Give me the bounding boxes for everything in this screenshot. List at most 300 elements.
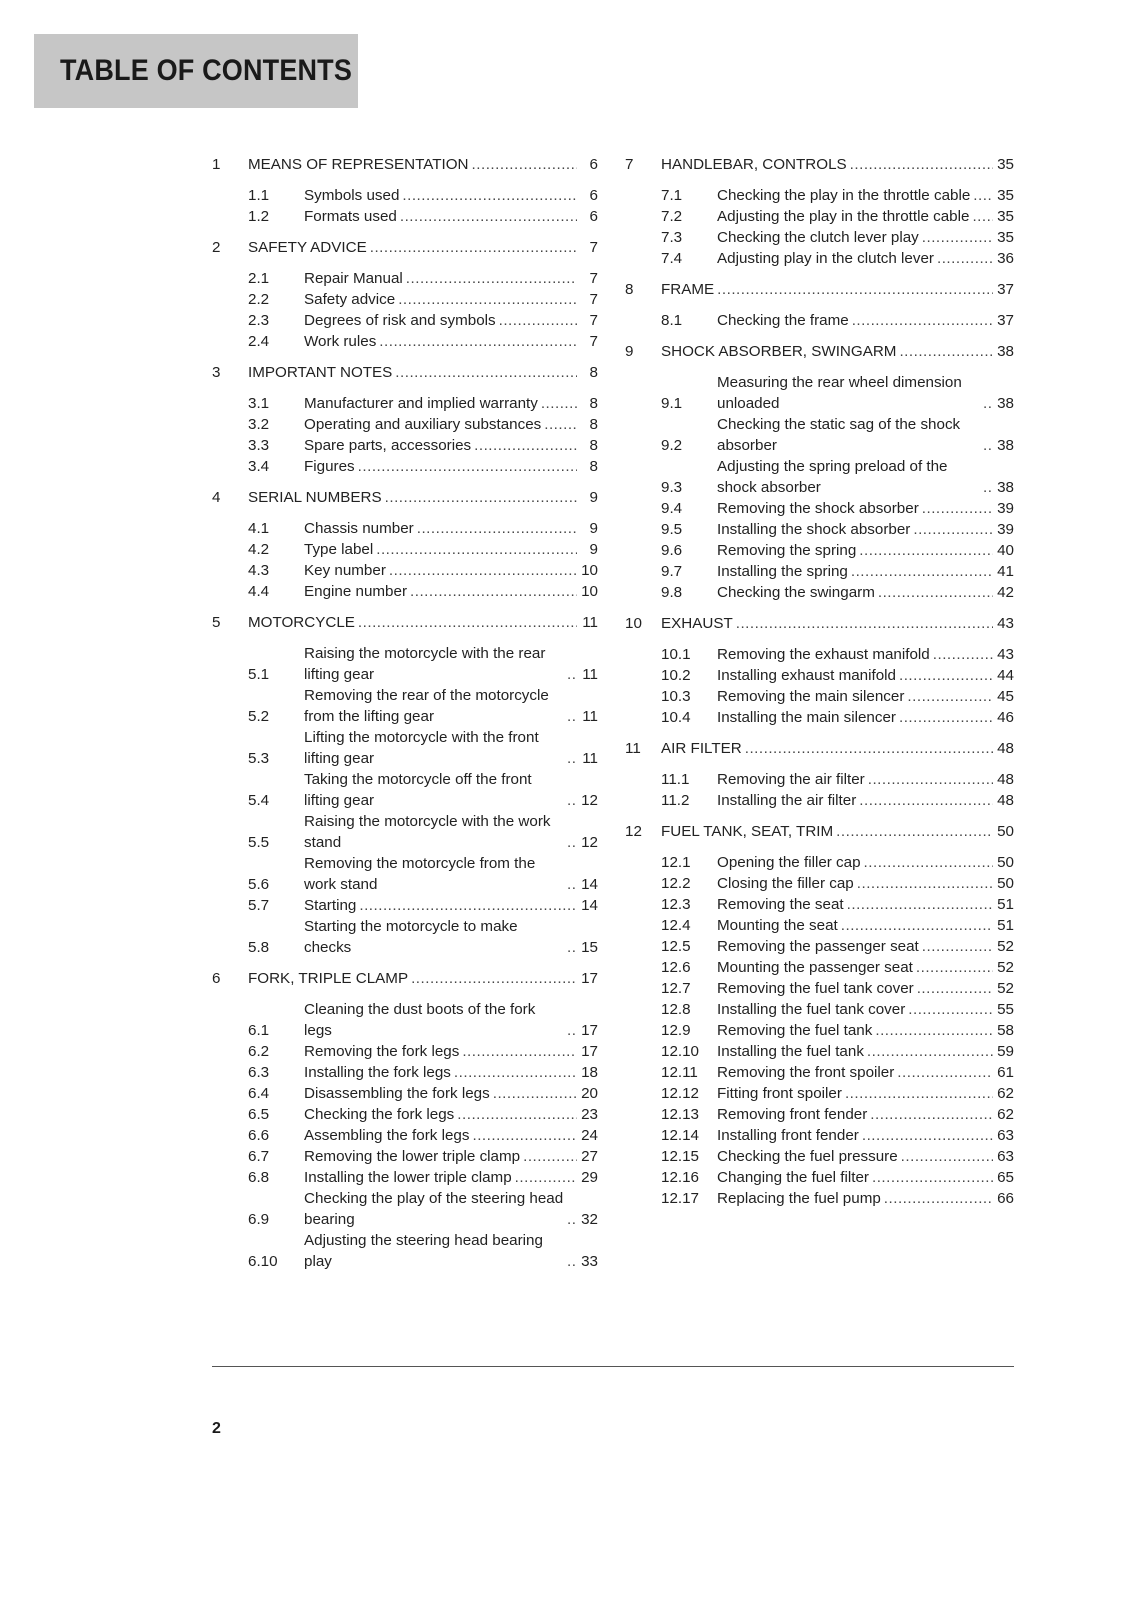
dot-leader — [897, 1062, 993, 1083]
toc-section-row[interactable] — [212, 331, 598, 352]
entry-body — [717, 1167, 1014, 1188]
section-title: Taking the motorcycle off the front lifting gear — [304, 771, 532, 809]
section-number: 12.5 — [661, 938, 691, 955]
entry-body — [717, 665, 1014, 686]
toc-section-row[interactable] — [625, 582, 1014, 603]
dot-leader — [901, 1146, 993, 1167]
toc-section-row[interactable] — [625, 1125, 1014, 1146]
section-number: 12.6 — [661, 959, 691, 976]
toc-section-row[interactable] — [625, 1188, 1014, 1209]
toc-section-row[interactable] — [625, 978, 1014, 999]
section-title: Symbols used — [304, 187, 400, 204]
page-reference: 33 — [581, 1253, 598, 1270]
toc-section-row[interactable] — [625, 790, 1014, 811]
toc-section-row[interactable] — [625, 519, 1014, 540]
toc-chapter — [625, 613, 1014, 728]
dot-leader — [402, 185, 577, 206]
entry-body — [304, 1125, 598, 1146]
page-reference: 6 — [589, 187, 598, 204]
dot-leader — [857, 873, 993, 894]
dot-leader — [736, 613, 993, 634]
section-number: 12.13 — [661, 1106, 700, 1123]
dot-leader — [567, 937, 577, 958]
entry-body — [304, 1062, 598, 1083]
section-number: 12.2 — [661, 875, 691, 892]
toc-section-row[interactable] — [625, 999, 1014, 1020]
section-title: Installing the lower triple clamp — [304, 1169, 512, 1186]
section-number: 2.2 — [248, 291, 270, 308]
dot-leader — [385, 487, 577, 508]
dot-leader — [398, 289, 577, 310]
section-number: 1.1 — [248, 187, 270, 204]
section-number: 12.16 — [661, 1169, 700, 1186]
entry-body — [248, 612, 598, 633]
toc-section-row[interactable] — [212, 1083, 598, 1104]
chapter-number: 12 — [625, 823, 642, 840]
page-reference: 12 — [581, 792, 598, 809]
entry-body — [717, 310, 1014, 331]
page-reference: 59 — [997, 1043, 1014, 1060]
section-number: 6.1 — [248, 1022, 270, 1039]
section-number: 6.5 — [248, 1106, 270, 1123]
section-title: Work rules — [304, 333, 377, 350]
chapter-number: 9 — [625, 343, 634, 360]
section-number: 5.8 — [248, 939, 270, 956]
section-title: Installing the air filter — [717, 792, 857, 809]
page-reference: 39 — [997, 521, 1014, 538]
section-title: Checking the play in the throttle cable — [717, 187, 971, 204]
entry-body — [717, 582, 1014, 603]
entry-body — [304, 289, 598, 310]
page-reference: 61 — [997, 1064, 1014, 1081]
toc-section-row[interactable] — [625, 1146, 1014, 1167]
entry-body — [717, 769, 1014, 790]
page-reference: 35 — [997, 187, 1014, 204]
toc-chapter — [625, 279, 1014, 331]
dot-leader — [913, 519, 993, 540]
entry-body — [717, 519, 1014, 540]
page-reference: 41 — [997, 563, 1014, 580]
entry-body — [304, 539, 598, 560]
dot-leader — [472, 1125, 577, 1146]
entry-body — [717, 1125, 1014, 1146]
section-title: Removing the exhaust manifold — [717, 646, 930, 663]
dot-leader — [370, 237, 577, 258]
toc-section-row[interactable] — [625, 310, 1014, 331]
page-reference: 23 — [581, 1106, 598, 1123]
chapter-number: 5 — [212, 614, 221, 631]
toc-section-row[interactable] — [625, 936, 1014, 957]
page-reference: 10 — [581, 583, 598, 600]
section-number: 9.8 — [661, 584, 683, 601]
page-reference: 24 — [581, 1127, 598, 1144]
toc-section-row[interactable] — [625, 873, 1014, 894]
toc-section-row[interactable] — [212, 1104, 598, 1125]
toc-chapter-row[interactable] — [625, 154, 1014, 175]
entry-body — [717, 873, 1014, 894]
section-number: 5.3 — [248, 750, 270, 767]
entry-body — [248, 487, 598, 508]
page-number: 2 — [212, 1420, 221, 1437]
toc-section-row[interactable] — [212, 1167, 598, 1188]
dot-leader — [841, 915, 993, 936]
entry-body — [717, 248, 1014, 269]
dot-leader — [567, 790, 577, 811]
section-title: Checking the fuel pressure — [717, 1148, 898, 1165]
page-reference: 48 — [997, 771, 1014, 788]
toc-section-row[interactable] — [212, 289, 598, 310]
dot-leader — [567, 1209, 577, 1230]
section-title: Installing exhaust manifold — [717, 667, 896, 684]
entry-body — [304, 393, 598, 414]
toc-section-row[interactable] — [625, 248, 1014, 269]
toc-section-row[interactable] — [625, 561, 1014, 582]
toc-section-row[interactable] — [625, 1167, 1014, 1188]
dot-leader — [872, 1167, 993, 1188]
toc-column-right — [625, 154, 1014, 1219]
page-reference: 42 — [997, 584, 1014, 601]
page-reference: 51 — [997, 917, 1014, 934]
entry-body — [304, 769, 598, 811]
dot-leader — [411, 968, 577, 989]
entry-body — [717, 1020, 1014, 1041]
toc-chapter — [625, 341, 1014, 603]
chapter-number: 3 — [212, 364, 221, 381]
toc-section-row[interactable] — [212, 643, 598, 685]
page-reference: 43 — [997, 646, 1014, 663]
entry-body — [304, 185, 598, 206]
dot-leader — [884, 1188, 993, 1209]
toc-chapter — [212, 612, 598, 958]
entry-body — [304, 1230, 598, 1272]
section-number: 6.3 — [248, 1064, 270, 1081]
dot-leader — [864, 852, 993, 873]
entry-body — [661, 738, 1014, 759]
section-title: Installing front fender — [717, 1127, 859, 1144]
section-title: Disassembling the fork legs — [304, 1085, 490, 1102]
toc-chapter-row[interactable] — [212, 154, 598, 175]
dot-leader — [973, 185, 993, 206]
toc-section-row[interactable] — [212, 727, 598, 769]
dot-leader — [515, 1167, 577, 1188]
page-reference: 39 — [997, 500, 1014, 517]
toc-section-row[interactable] — [625, 185, 1014, 206]
toc-section-row[interactable] — [212, 518, 598, 539]
entry-body — [304, 811, 598, 853]
toc-section-row[interactable] — [625, 227, 1014, 248]
section-title: Removing the main silencer — [717, 688, 905, 705]
header-box — [34, 34, 358, 108]
toc-chapter-row[interactable] — [212, 237, 598, 258]
entry-body — [661, 821, 1014, 842]
entry-body — [304, 268, 598, 289]
section-number: 9.6 — [661, 542, 683, 559]
toc-section-row[interactable] — [212, 539, 598, 560]
toc-section-row[interactable] — [625, 1083, 1014, 1104]
toc-section-row[interactable] — [212, 811, 598, 853]
section-number: 2.4 — [248, 333, 270, 350]
toc-chapter — [212, 968, 598, 1272]
toc-section-row[interactable] — [212, 310, 598, 331]
page-title: TABLE OF CONTENTS — [60, 54, 353, 87]
dot-leader — [499, 310, 577, 331]
section-title: Adjusting the play in the throttle cable — [717, 208, 970, 225]
dot-leader — [868, 769, 993, 790]
section-number: 6.6 — [248, 1127, 270, 1144]
section-title: Removing front fender — [717, 1106, 868, 1123]
section-number: 3.3 — [248, 437, 270, 454]
toc-section-row[interactable] — [625, 707, 1014, 728]
toc-section-row[interactable] — [625, 1062, 1014, 1083]
toc-section-row[interactable] — [625, 1104, 1014, 1125]
toc-chapter — [625, 154, 1014, 269]
dot-leader — [472, 154, 577, 175]
section-title: Chassis number — [304, 520, 414, 537]
page-reference: 7 — [589, 239, 598, 256]
dot-leader — [983, 393, 993, 414]
page-reference: 58 — [997, 1022, 1014, 1039]
toc-section-row[interactable] — [212, 456, 598, 477]
toc-section-row[interactable] — [212, 1188, 598, 1230]
dot-leader — [836, 821, 993, 842]
toc-section-row[interactable] — [212, 916, 598, 958]
section-number: 2.1 — [248, 270, 270, 287]
toc-section-row[interactable] — [212, 853, 598, 895]
dot-leader — [457, 1104, 577, 1125]
section-title: Raising the motorcycle with the work stand — [304, 813, 551, 851]
chapter-title: MOTORCYCLE — [248, 614, 355, 631]
section-title: Key number — [304, 562, 386, 579]
toc-section-row[interactable] — [625, 769, 1014, 790]
toc-section-row[interactable] — [212, 268, 598, 289]
page-reference: 48 — [997, 792, 1014, 809]
toc-section-row[interactable] — [625, 644, 1014, 665]
entry-body — [304, 643, 598, 685]
toc-section-row[interactable] — [625, 498, 1014, 519]
dot-leader — [845, 1083, 993, 1104]
section-number: 10.2 — [661, 667, 691, 684]
page-reference: 18 — [581, 1064, 598, 1081]
toc-section-row[interactable] — [625, 686, 1014, 707]
page-reference: 14 — [581, 897, 598, 914]
toc-chapter — [212, 362, 598, 477]
toc-chapter-row[interactable] — [625, 341, 1014, 362]
dot-leader — [359, 895, 577, 916]
toc-section-row[interactable] — [625, 915, 1014, 936]
dot-leader — [847, 894, 993, 915]
page-reference: 38 — [997, 343, 1014, 360]
toc-section-row[interactable] — [212, 769, 598, 811]
section-title: Installing the fuel tank cover — [717, 1001, 906, 1018]
dot-leader — [523, 1146, 577, 1167]
section-number: 9.4 — [661, 500, 683, 517]
toc-chapter-row[interactable] — [212, 612, 598, 633]
entry-body — [717, 894, 1014, 915]
section-title: Starting the motorcycle to make checks — [304, 918, 518, 956]
entry-body — [717, 414, 1014, 456]
dot-leader — [870, 1104, 993, 1125]
dot-leader — [454, 1062, 577, 1083]
page-reference: 52 — [997, 980, 1014, 997]
toc-chapter — [625, 738, 1014, 811]
toc-section-row[interactable] — [625, 852, 1014, 873]
chapter-title: AIR FILTER — [661, 740, 742, 757]
toc-chapter-row[interactable] — [625, 613, 1014, 634]
toc-section-row[interactable] — [212, 1125, 598, 1146]
entry-body — [661, 279, 1014, 300]
entry-body — [717, 498, 1014, 519]
dot-leader — [937, 248, 993, 269]
dot-leader — [567, 874, 577, 895]
dot-leader — [417, 518, 577, 539]
toc-section-row[interactable] — [625, 894, 1014, 915]
toc-section-row[interactable] — [212, 414, 598, 435]
toc-chapter — [212, 154, 598, 227]
page-reference: 7 — [589, 333, 598, 350]
page-reference: 9 — [589, 520, 598, 537]
page-reference: 8 — [589, 395, 598, 412]
entry-body — [717, 206, 1014, 227]
entry-body — [304, 206, 598, 227]
section-title: Removing the spring — [717, 542, 857, 559]
page-reference: 62 — [997, 1085, 1014, 1102]
entry-body — [717, 456, 1014, 498]
page-reference: 11 — [582, 666, 598, 683]
page-reference: 11 — [582, 750, 598, 767]
toc-section-row[interactable] — [212, 560, 598, 581]
entry-body — [304, 999, 598, 1041]
page-reference: 17 — [581, 970, 598, 987]
page-reference: 63 — [997, 1127, 1014, 1144]
dot-leader — [859, 540, 993, 561]
section-number: 5.4 — [248, 792, 270, 809]
entry-body — [717, 1083, 1014, 1104]
chapter-number: 8 — [625, 281, 634, 298]
entry-body — [304, 1083, 598, 1104]
entry-body — [304, 853, 598, 895]
dot-leader — [376, 539, 577, 560]
toc-section-row[interactable] — [212, 1146, 598, 1167]
section-number: 8.1 — [661, 312, 683, 329]
toc-section-row[interactable] — [625, 372, 1014, 414]
section-title: Engine number — [304, 583, 408, 600]
toc-section-row[interactable] — [212, 1062, 598, 1083]
toc-section-row[interactable] — [625, 206, 1014, 227]
dot-leader — [358, 612, 577, 633]
section-number: 12.4 — [661, 917, 691, 934]
entry-body — [717, 999, 1014, 1020]
section-number: 6.7 — [248, 1148, 270, 1165]
dot-leader — [878, 582, 993, 603]
toc-section-row[interactable] — [212, 206, 598, 227]
entry-body — [661, 341, 1014, 362]
entry-body — [661, 613, 1014, 634]
toc-section-row[interactable] — [625, 665, 1014, 686]
section-title: Spare parts, accessories — [304, 437, 472, 454]
section-title: Installing the fork legs — [304, 1064, 451, 1081]
entry-body — [304, 1041, 598, 1062]
toc-section-row[interactable] — [212, 1230, 598, 1272]
toc-section-row[interactable] — [625, 1020, 1014, 1041]
section-title: Type label — [304, 541, 374, 558]
section-number: 4.2 — [248, 541, 270, 558]
toc-section-row[interactable] — [625, 1041, 1014, 1062]
toc-chapter-row[interactable] — [212, 487, 598, 508]
toc-section-row[interactable] — [212, 185, 598, 206]
page-reference: 44 — [997, 667, 1014, 684]
entry-body — [717, 957, 1014, 978]
chapter-number: 6 — [212, 970, 221, 987]
section-number: 12.7 — [661, 980, 691, 997]
entry-body — [717, 540, 1014, 561]
section-title: Removing the seat — [717, 896, 844, 913]
toc-section-row[interactable] — [625, 456, 1014, 498]
entry-body — [717, 372, 1014, 414]
toc-section-row[interactable] — [625, 540, 1014, 561]
section-title: Degrees of risk and symbols — [304, 312, 496, 329]
dot-leader — [567, 832, 577, 853]
entry-body — [304, 456, 598, 477]
toc-section-row[interactable] — [212, 581, 598, 602]
toc-section-row[interactable] — [212, 895, 598, 916]
section-number: 5.7 — [248, 897, 270, 914]
chapter-number: 10 — [625, 615, 642, 632]
toc-section-row[interactable] — [625, 957, 1014, 978]
section-title: Removing the front spoiler — [717, 1064, 895, 1081]
dot-leader — [567, 1020, 577, 1041]
dot-leader — [983, 435, 993, 456]
section-number: 4.4 — [248, 583, 270, 600]
chapter-title: FUEL TANK, SEAT, TRIM — [661, 823, 834, 840]
section-title: Opening the filler cap — [717, 854, 861, 871]
toc-section-row[interactable] — [212, 1041, 598, 1062]
entry-body — [304, 916, 598, 958]
section-number: 5.1 — [248, 666, 270, 683]
page-reference: 7 — [589, 270, 598, 287]
dot-leader — [567, 1251, 577, 1272]
section-title: Closing the filler cap — [717, 875, 854, 892]
toc-chapter-row[interactable] — [625, 279, 1014, 300]
section-title: Assembling the fork legs — [304, 1127, 470, 1144]
chapter-title: SERIAL NUMBERS — [248, 489, 382, 506]
chapter-title: HANDLEBAR, CONTROLS — [661, 156, 847, 173]
toc-chapter-row[interactable] — [625, 738, 1014, 759]
toc-section-row[interactable] — [212, 435, 598, 456]
entry-body — [304, 1146, 598, 1167]
toc-section-row[interactable] — [212, 393, 598, 414]
dot-leader — [983, 477, 993, 498]
toc-chapter-row[interactable] — [212, 362, 598, 383]
dot-leader — [717, 279, 993, 300]
toc-section-row[interactable] — [212, 685, 598, 727]
section-number: 5.5 — [248, 834, 270, 851]
section-title: Measuring the rear wheel dimension unloaded — [717, 374, 962, 412]
section-number: 10.1 — [661, 646, 691, 663]
page-reference: 45 — [997, 688, 1014, 705]
entry-body — [304, 1167, 598, 1188]
entry-body — [717, 707, 1014, 728]
toc-section-row[interactable] — [625, 414, 1014, 456]
page-reference: 37 — [997, 312, 1014, 329]
dot-leader — [567, 748, 577, 769]
section-number: 3.2 — [248, 416, 270, 433]
toc-chapter-row[interactable] — [625, 821, 1014, 842]
toc-section-row[interactable] — [212, 999, 598, 1041]
section-number: 3.1 — [248, 395, 270, 412]
entry-body — [717, 1146, 1014, 1167]
toc-chapter-row[interactable] — [212, 968, 598, 989]
section-number: 6.4 — [248, 1085, 270, 1102]
